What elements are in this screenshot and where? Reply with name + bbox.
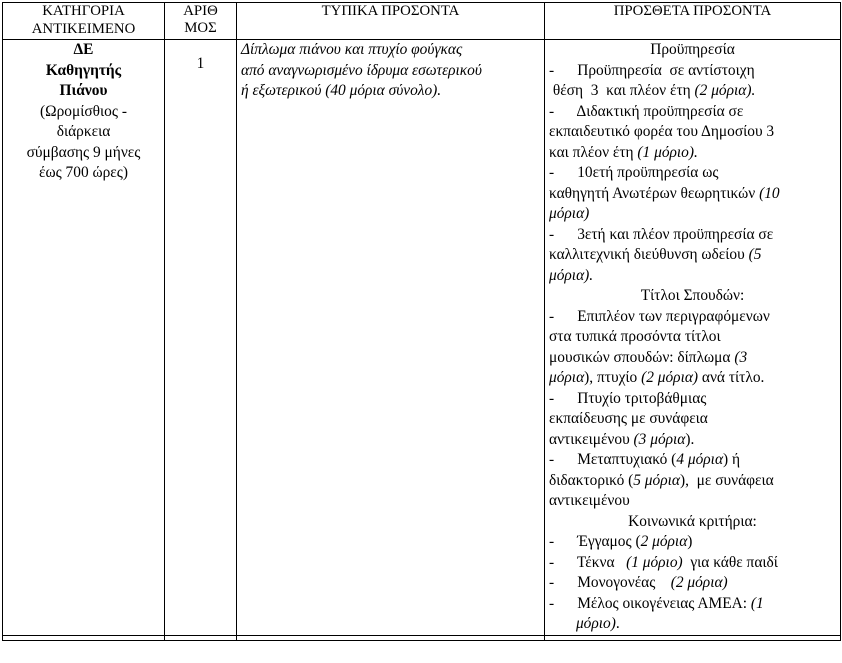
list-item: - Επιπλέον των περιγραφόμενων xyxy=(549,307,770,325)
table-row xyxy=(3,40,841,636)
list-item: - Μονογονέας (2 μόρια) xyxy=(549,574,728,591)
number-cell: 1 xyxy=(165,40,237,636)
list-item: - Μεταπτυχιακό (4 μόρια) ή xyxy=(549,451,741,468)
social-criteria-title: Κοινωνικά κριτήρια: xyxy=(628,512,757,530)
qualifications-table xyxy=(2,2,841,641)
studies-title: Τίτλοι Σπουδών: xyxy=(640,287,745,304)
list-item: - Διδακτική προϋπηρεσία σε xyxy=(549,102,744,120)
list-item: - Τέκνα (1 μόριο) για κάθε παιδί xyxy=(549,553,778,571)
list-item: - Προϋπηρεσία σε αντίστοιχη xyxy=(549,61,755,79)
experience-title: Προϋπηρεσία xyxy=(650,41,735,58)
header-number: ΑΡΙΘ ΜΟΣ xyxy=(165,3,237,40)
list-item: - 10ετή προϋπηρεσία ως xyxy=(549,164,719,181)
header-category: ΚΑΤΗΓΟΡΙΑ ΑΝΤΙΚΕΙΜΕΝΟ xyxy=(3,3,165,40)
category-cell: ΔΕ Καθηγητής Πιάνου (Ωρομίσθιος - διάρκεια σύμβασης 9 μήνες έως 700 ώρες) xyxy=(3,40,165,636)
typical-qualifications-cell: Δίπλωμα πιάνου και πτυχίο φούγκας από αναγνωρισμένο ίδρυμα εσωτερικού ή εξωτερικού (40 μόρια σύνολο). xyxy=(237,40,545,636)
table-row xyxy=(3,635,841,640)
list-item: - Έγγαμος (2 μόρια) xyxy=(549,533,693,550)
header-typical: ΤΥΠΙΚΑ ΠΡΟΣΟΝΤΑ xyxy=(237,3,545,40)
list-item: - Πτυχίο τριτοβάθμιας xyxy=(549,389,707,407)
list-item: - Μέλος οικογένειας ΑΜΕΑ: (1 xyxy=(549,594,764,612)
extra-qualifications-cell: Προϋπηρεσία - Προϋπηρεσία σε αντίστοιχη θέση 3 και πλέον έτη (2 μόρια). - Διδακτική προϋπηρεσία σε εκπαιδευτικό φορέα του Δημοσίου 3 και πλέον έτη (1 μόριο). - 10ετή προϋπηρεσία ως καθηγητή Ανωτέρων θεωρητικών (10 μόρια) - 3ετή και πλέον προϋπηρεσία σε καλλιτεχνική διεύθυνση ωδείου (5 μόρια). Τίτλοι Σπουδών: - Επιπλέον των περιγραφόμενων στα τυπικά προσόντα τίτλοι μουσικών σπουδών: δίπλωμα (3 μόρια), πτυχίο (2 μόρια) ανά τίτλο. - Πτυχίο τριτοβάθμιας εκπαίδευσης με συνάφεια αντικειμένου (3 μόρια). - Μεταπτυχιακό (4 μόρια) ή διδακτορικό (5 μόρια), με συνάφεια αντικειμένου Κοινωνικά κριτήρια: - Έγγαμος (2 μόρια) - Τέκνα (1 μόριο) για κάθε παιδί - Μονογονέας (2 μόρια) - Μέλος οικογένειας ΑΜΕΑ: (1 μόριο). xyxy=(545,40,841,636)
list-item: - 3ετή και πλέον προϋπηρεσία σε xyxy=(549,225,774,243)
header-extra: ΠΡΟΣΘΕΤΑ ΠΡΟΣΟΝΤΑ xyxy=(545,3,841,40)
header-row xyxy=(3,3,841,40)
